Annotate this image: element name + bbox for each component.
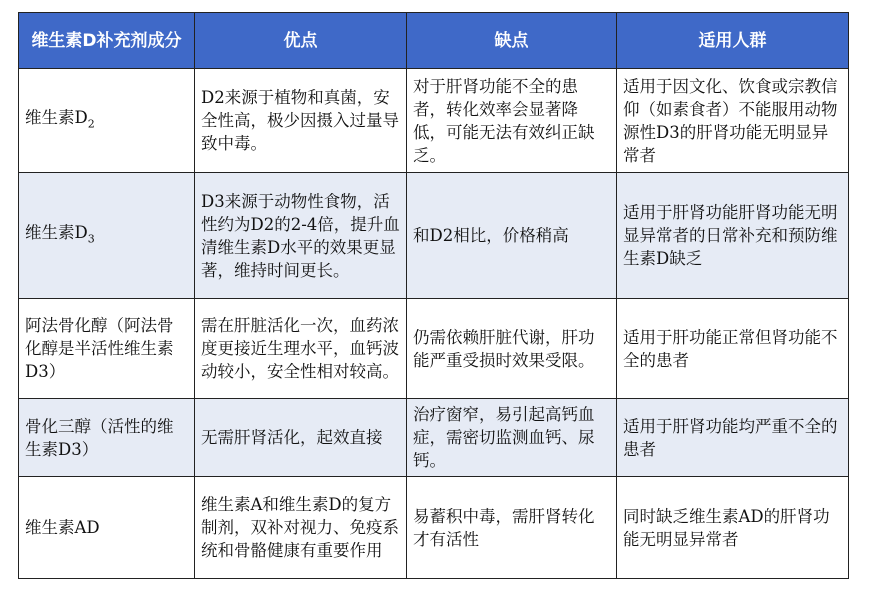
cell-pros: 维生素A和维生素D的复方制剂，双补对视力、免疫系统和骨骼健康有重要作用 bbox=[195, 477, 407, 579]
component-name: 维生素D bbox=[25, 107, 88, 127]
component-name: 维生素D bbox=[25, 222, 88, 242]
table-row bbox=[19, 69, 849, 173]
cell-cons: 易蓄积中毒，需肝肾转化才有活性 bbox=[407, 477, 617, 579]
header-pros: 优点 bbox=[195, 13, 407, 69]
cell-pros: 无需肝肾活化，起效直接 bbox=[195, 399, 407, 477]
table-header-row bbox=[19, 13, 849, 69]
header-cons: 缺点 bbox=[407, 13, 617, 69]
table-row bbox=[19, 173, 849, 299]
cell-cons: 仍需依赖肝脏代谢，肝功能严重受损时效果受限。 bbox=[407, 299, 617, 399]
cell-component: 维生素AD bbox=[19, 477, 195, 579]
cell-cons: 和D2相比，价格稍高 bbox=[407, 173, 617, 299]
header-target-group: 适用人群 bbox=[617, 13, 849, 69]
cell-target-group: 适用于肝肾功能均严重不全的患者 bbox=[617, 399, 849, 477]
table-row bbox=[19, 399, 849, 477]
cell-pros: D2来源于植物和真菌，安全性高，极少因摄入过量导致中毒。 bbox=[195, 69, 407, 173]
cell-cons: 治疗窗窄，易引起高钙血症，需密切监测血钙、尿钙。 bbox=[407, 399, 617, 477]
vitamin-d-comparison-table bbox=[18, 12, 849, 579]
cell-component: 阿法骨化醇（阿法骨化醇是半活性维生素D3） bbox=[19, 299, 195, 399]
cell-target-group: 适用于肝功能正常但肾功能不全的患者 bbox=[617, 299, 849, 399]
table-row bbox=[19, 299, 849, 399]
header-component: 维生素D补充剂成分 bbox=[19, 13, 195, 69]
cell-component bbox=[19, 173, 195, 299]
cell-component bbox=[19, 69, 195, 173]
cell-pros: 需在肝脏活化一次，血药浓度更接近生理水平，血钙波动较小，安全性相对较高。 bbox=[195, 299, 407, 399]
component-subscript: 3 bbox=[87, 232, 95, 246]
cell-cons: 对于肝肾功能不全的患者，转化效率会显著降低，可能无法有效纠正缺乏。 bbox=[407, 69, 617, 173]
cell-target-group: 适用于肝肾功能肝肾功能无明显异常者的日常补充和预防维生素D缺乏 bbox=[617, 173, 849, 299]
cell-target-group: 适用于因文化、饮食或宗教信仰（如素食者）不能服用动物源性D3的肝肾功能无明显异常者 bbox=[617, 69, 849, 173]
table-row bbox=[19, 477, 849, 579]
cell-target-group: 同时缺乏维生素AD的肝肾功能无明显异常者 bbox=[617, 477, 849, 579]
cell-component: 骨化三醇（活性的维生素D3） bbox=[19, 399, 195, 477]
component-subscript: 2 bbox=[87, 117, 95, 131]
cell-pros: D3来源于动物性食物，活性约为D2的2-4倍，提升血清维生素D水平的效果更显著，维持时间更长。 bbox=[195, 173, 407, 299]
